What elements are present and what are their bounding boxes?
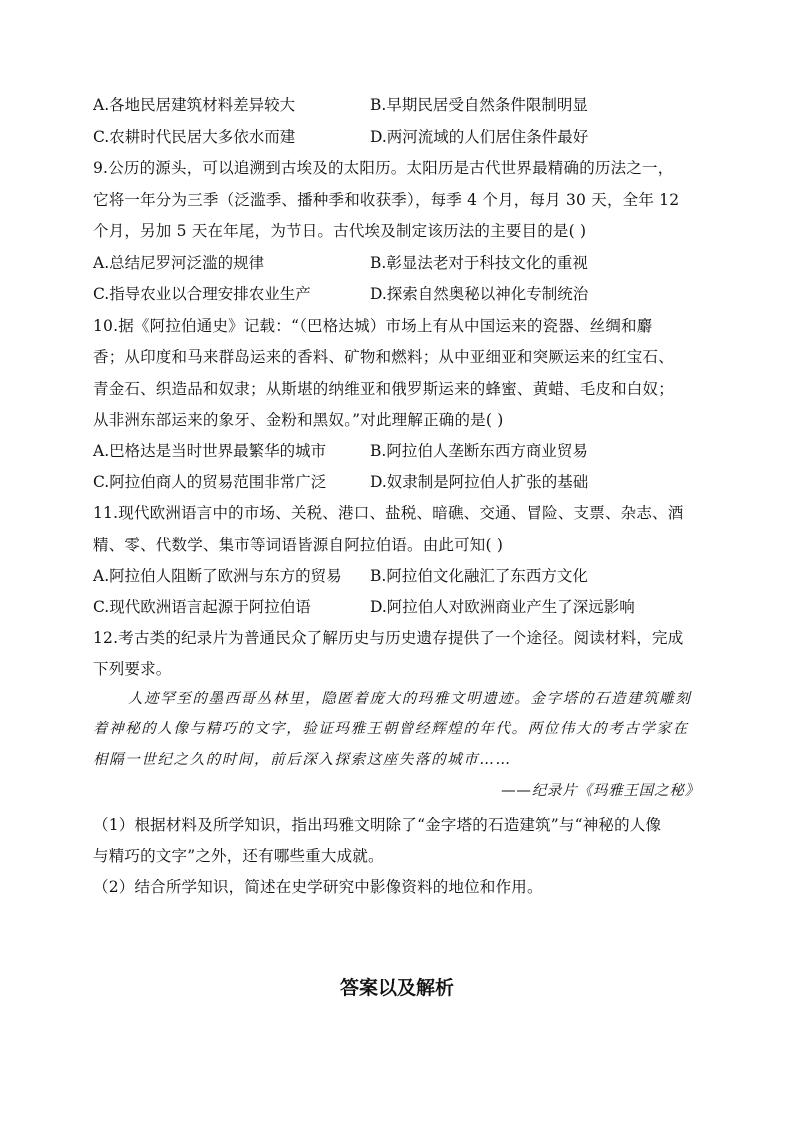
q10-option-d: D.奴隶制是阿拉伯人扩张的基础 [370,473,589,491]
q11-stem-line-2: 精、零、代数学、集市等词语皆源自阿拉伯语。由此可知( ) [93,536,504,554]
q10-stem-line-4: 从非洲东部运来的象牙、金粉和黑奴。”对此理解正确的是( ) [93,411,504,429]
answer-section-title: 答案以及解析 [339,977,454,999]
q12-material-line-3: 相隔一世纪之久的时间，前后深入探索这座失落的城市…… [93,752,512,768]
q11-stem-line-1: 11.现代欧洲语言中的市场、关税、港口、盐税、暗礁、交通、冒险、支票、杂志、酒 [93,504,684,522]
q12-material-source: ——纪录片《玛雅王国之秘》 [501,783,700,799]
q12-sub1-line-1: （1）根据材料及所学知识，指出玛雅文明除了“金字塔的石造建筑”与“神秘的人像 [93,816,662,834]
q9-stem-line-2: 它将一年分为三季（泛滥季、播种季和收获季），每季 4 个月，每月 30 天，全年 12 [93,191,680,209]
q11-options-row-2 [93,597,708,617]
q10-stem-line-3: 青金石、织造品和奴隶；从斯堪的纳维亚和俄罗斯运来的蜂蜜、黄蜡、毛皮和白奴； [93,380,674,398]
q8-options-row-2 [93,127,708,147]
q10-options-row-1 [93,441,708,461]
q9-stem-line-3: 个月，另加 5 天在年尾，为节日。古代埃及制定该历法的主要目的是( ) [93,222,587,240]
q9-options-row-2 [93,284,708,304]
q12-stem-line-2: 下列要求。 [93,660,172,678]
q8-options-row-1 [93,95,708,115]
q9-stem-line-1: 9.公历的源头，可以追溯到古埃及的太阳历。太阳历是古代世界最精确的历法之一， [93,159,674,177]
q11-option-b: B.阿拉伯文化融汇了东西方文化 [370,567,588,585]
q9-option-d: D.探索自然奥秘以神化专制统治 [370,285,589,303]
q8-option-c: C.农耕时代民居大多依水而建 [93,128,296,146]
q9-option-b: B.彰显法老对于科技文化的重视 [370,254,588,272]
q12-material-line-2: 着神秘的人像与精巧的文字，验证玛雅王朝曾经辉煌的年代。两位伟大的考古学家在 [93,721,689,737]
q12-sub1-line-2: 与精巧的文字”之外，还有哪些重大成就。 [93,847,384,865]
q10-stem-line-2: 香；从印度和马来群岛运来的香料、矿物和燃料；从中亚细亚和突厥运来的红宝石、 [93,348,674,366]
q8-option-b: B.早期民居受自然条件限制明显 [370,96,588,114]
q10-options-row-2 [93,472,708,492]
q9-options-row-1 [93,253,708,273]
q12-material-line-1: 人迹罕至的墨西哥丛林里，隐匿着庞大的玛雅文明遗迹。金字塔的石造建筑雕刻 [128,691,692,707]
q11-option-d: D.阿拉伯人对欧洲商业产生了深远影响 [370,598,635,616]
q10-option-b: B.阿拉伯人垄断东西方商业贸易 [370,442,588,460]
q10-stem-line-1: 10.据《阿拉伯通史》记载：“（巴格达城）市场上有从中国运来的瓷器、丝绸和麝 [93,317,653,335]
q11-option-c: C.现代欧洲语言起源于阿拉伯语 [93,598,311,616]
q12-sub2: （2）结合所学知识，简述在史学研究中影像资料的地位和作用。 [93,878,543,896]
q8-option-d: D.两河流域的人们居住条件最好 [370,128,589,146]
q9-option-c: C.指导农业以合理安排农业生产 [93,285,311,303]
q10-option-a: A.巴格达是当时世界最繁华的城市 [93,442,327,460]
q12-stem-line-1: 12.考古类的纪录片为普通民众了解历史与历史遗存提供了一个途径。阅读材料，完成 [93,629,684,647]
q11-options-row-1 [93,566,708,586]
q10-option-c: C.阿拉伯商人的贸易范围非常广泛 [93,473,327,491]
q11-option-a: A.阿拉伯人阻断了欧洲与东方的贸易 [93,567,342,585]
q9-option-a: A.总结尼罗河泛滥的规律 [93,254,265,272]
q8-option-a: A.各地民居建筑材料差异较大 [93,96,296,114]
